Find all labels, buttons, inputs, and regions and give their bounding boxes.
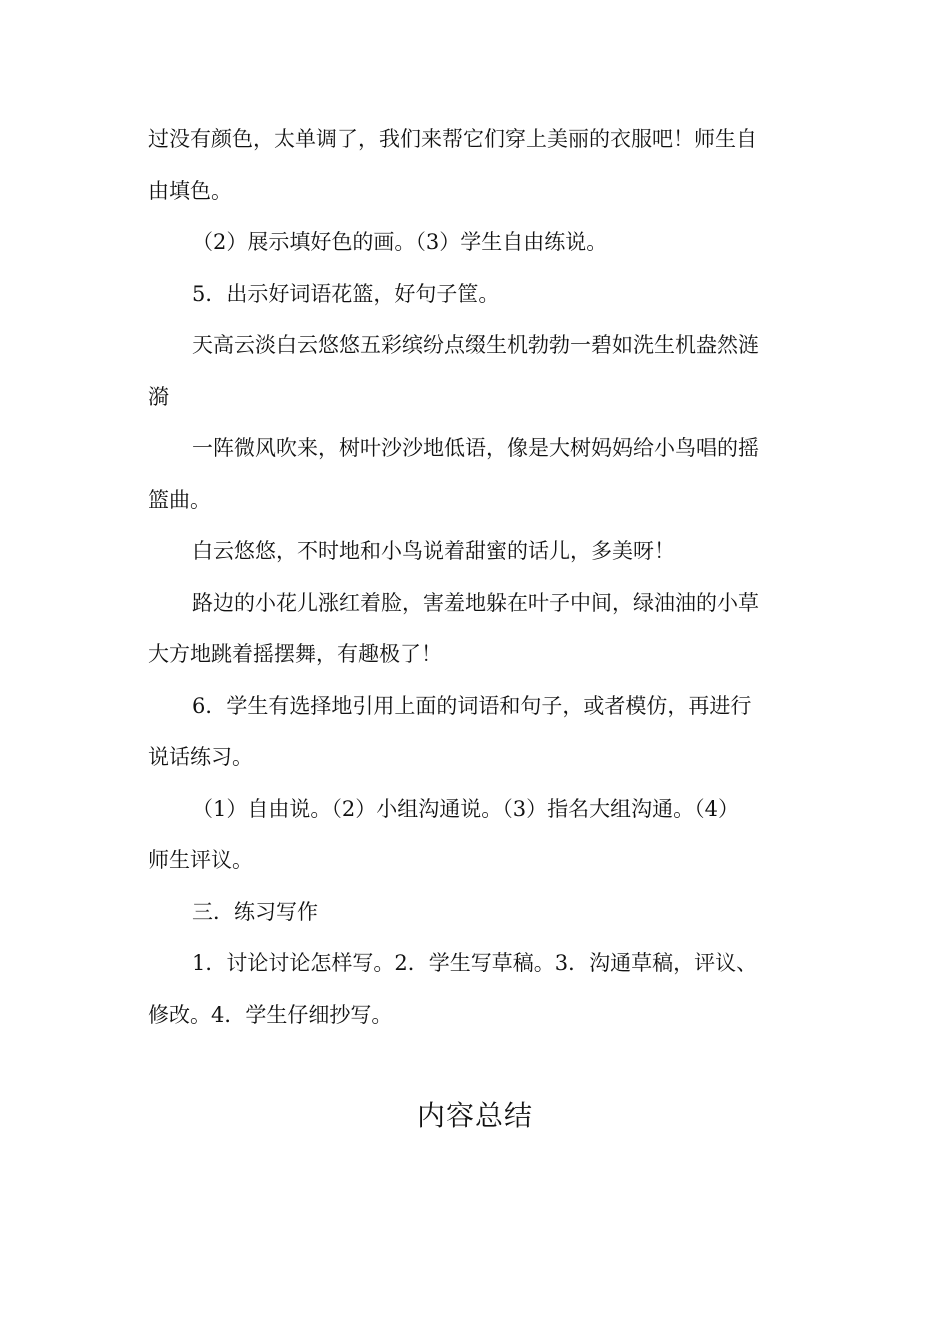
section-title: 内容总结 (416, 1099, 533, 1132)
text-line: 由填色。 (148, 178, 232, 203)
text-line: 大方地跳着摇摆舞，有趣极了！ (148, 642, 442, 666)
text-line: 篮曲。 (148, 487, 211, 512)
text-line: 6．学生有选择地引用上面的词语和句子，或者模仿，再进行 (192, 693, 752, 718)
text-line: 三．练习写作 (192, 899, 318, 924)
text-line: 5．出示好词语花篮，好句子筐。 (192, 281, 500, 306)
document-body (148, 114, 798, 1041)
text-line: 一阵微风吹来，树叶沙沙地低语，像是大树妈妈给小鸟唱的摇 (192, 436, 759, 460)
text-line: 路边的小花儿涨红着脸，害羞地躲在叶子中间，绿油油的小草 (192, 590, 759, 615)
text-line: 天高云淡白云悠悠五彩缤纷点缀生机勃勃一碧如洗生机盎然涟 (192, 333, 759, 357)
text-line: 师生评议。 (148, 848, 253, 872)
text-line: （1）自由说。（2）小组沟通说。（3）指名大组沟通。（4） (192, 796, 739, 821)
text-line: 1．讨论讨论怎样写。2．学生写草稿。3．沟通草稿，评议、 (192, 951, 758, 975)
text-line: 漪 (148, 384, 169, 409)
text-line: 修改。4．学生仔细抄写。 (148, 1002, 393, 1027)
text-line: 说话练习。 (148, 745, 253, 769)
text-line: 白云悠悠，不时地和小鸟说着甜蜜的话儿，多美呀！ (192, 539, 675, 563)
text-line: （2）展示填好色的画。（3）学生自由练说。 (192, 230, 608, 254)
text-line: 过没有颜色，太单调了，我们来帮它们穿上美丽的衣服吧！师生自 (148, 127, 757, 151)
